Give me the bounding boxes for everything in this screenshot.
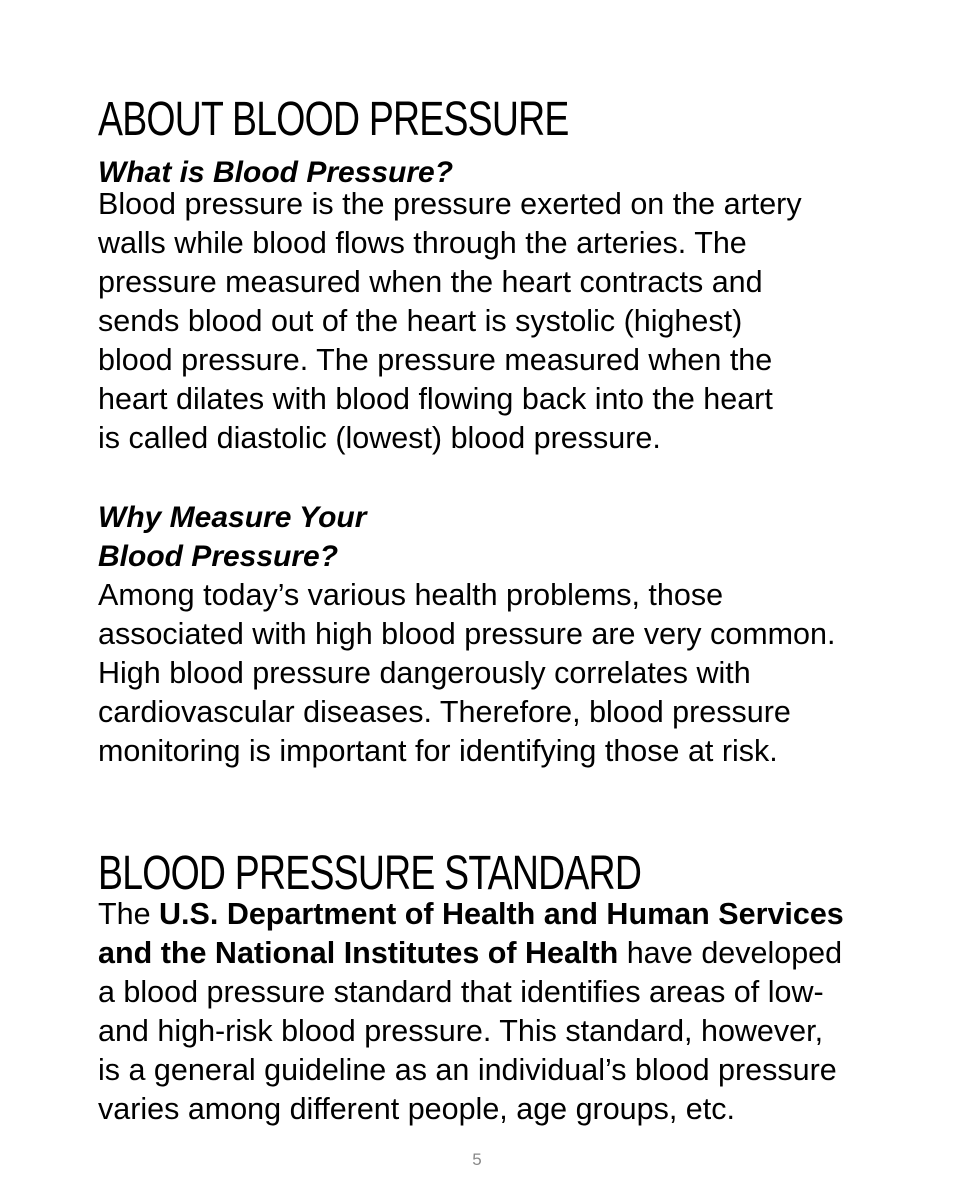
paragraph-what-is-blood-pressure — [98, 185, 898, 458]
text-line: and high-risk blood pressure. This standard, however, — [98, 1014, 824, 1048]
section-title-standard: BLOOD PRESSURE STANDARD — [98, 847, 642, 900]
text-line: Among today’s various health problems, those — [98, 578, 724, 612]
text-line: walls while blood flows through the arteries. The — [98, 226, 747, 260]
text-suffix: have developed — [618, 936, 843, 970]
text-line: High blood pressure dangerously correlates with — [98, 656, 751, 690]
paragraph-standard — [98, 895, 898, 1129]
text-line: varies among different people, age groups, etc. — [98, 1092, 735, 1126]
subheading-why-measure — [98, 498, 366, 576]
text-line: heart dilates with blood flowing back into the heart — [98, 382, 773, 416]
paragraph-why-measure — [98, 576, 898, 771]
subheading-line: Blood Pressure? — [98, 540, 339, 573]
text-line: is called diastolic (lowest) blood pressure. — [98, 421, 661, 455]
text-line: is a general guideline as an individual’s blood pressure — [98, 1053, 837, 1087]
text-line: blood pressure. The pressure measured when the — [98, 343, 773, 377]
text-line: a blood pressure standard that identifies areas of low- — [98, 975, 824, 1009]
text-line — [98, 895, 898, 934]
subheading-line: Why Measure Your — [98, 501, 367, 534]
text-line: cardiovascular diseases. Therefore, blood pressure — [98, 695, 791, 729]
text-line — [98, 934, 898, 973]
text-line: Blood pressure is the pressure exerted on the artery — [98, 187, 802, 221]
text-line: monitoring is important for identifying those at risk. — [98, 734, 778, 768]
text-line: pressure measured when the heart contracts and — [98, 265, 763, 299]
subheading-what-is-blood-pressure: What is Blood Pressure? — [98, 156, 454, 189]
bold-agency-name: and the National Institutes of Health — [98, 936, 619, 970]
bold-agency-name: U.S. Department of Health and Human Services — [159, 897, 844, 931]
text-prefix: The — [98, 897, 160, 931]
section-title-about: ABOUT BLOOD PRESSURE — [98, 93, 569, 146]
page-number: 5 — [472, 1150, 482, 1169]
text-line: sends blood out of the heart is systolic (highest) — [98, 304, 743, 338]
text-line: associated with high blood pressure are very common. — [98, 617, 836, 651]
